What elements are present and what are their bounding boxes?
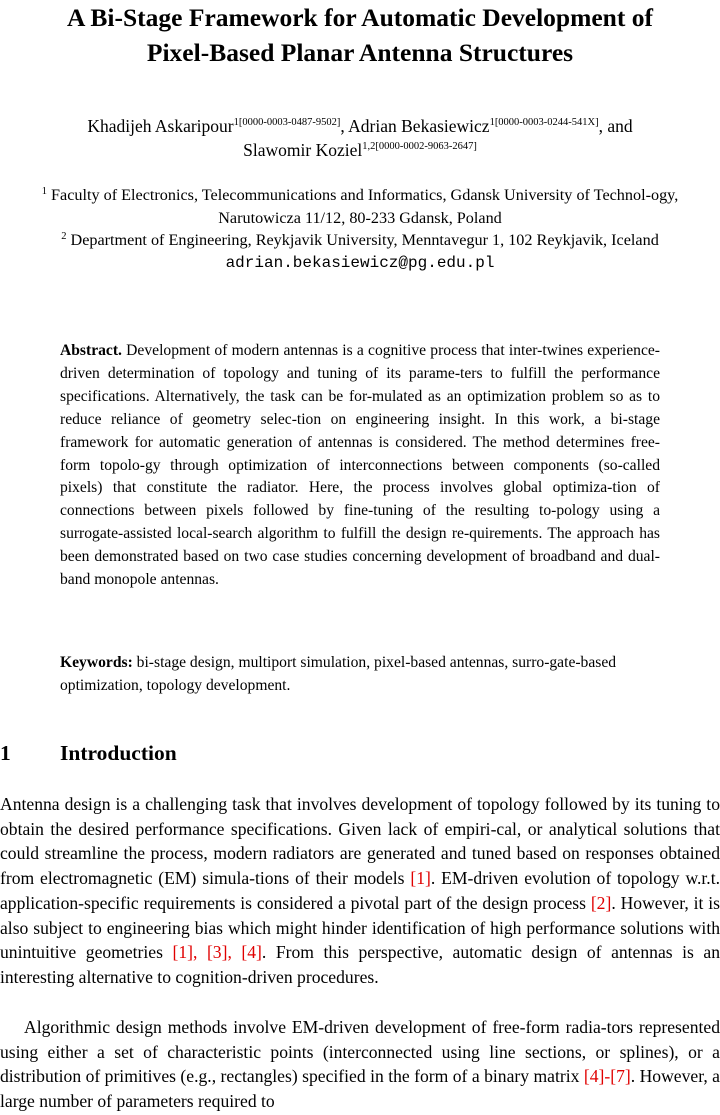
section-title: Introduction xyxy=(60,741,177,765)
intro-paragraph-1 xyxy=(0,792,720,990)
keywords-text: bi-stage design, multiport simulation, pixel-based antennas, surro-gate-based optimization, topology development. xyxy=(60,654,617,694)
section-heading xyxy=(0,738,720,768)
affiliation-text: Faculty of Electronics, Telecommunications and Informatics, Gdansk University of Technol-ogy, Narutowicza 11/12, 80-233 Gdansk, Poland xyxy=(51,186,679,227)
paper-title xyxy=(0,0,720,70)
author-separator: , xyxy=(340,116,349,136)
affiliation-text: Department of Engineering, Reykjavik University, Menntavegur 1, 102 Reykjavik, Iceland xyxy=(70,231,659,249)
paragraph-text: Antenna design is a challenging task that involves development of topology followed by its tuning to obtain the desired performance specifications. Given lack of empiri-cal, or analytical solutions that could streamline the process, modern radiators are generated and tuned based on responses obtained from electromagnetic (EM) simula-tions of their models xyxy=(0,794,720,889)
citation-link[interactable]: [1] xyxy=(410,868,431,889)
paragraph-text: Algorithmic design methods involve EM-driven development of free-form radia-tors represented using either a set of characteristic points (interconnected using line sections, or splines), or a distribution of primitives (e.g., rectangles) specified in the form of a binary matrix xyxy=(0,1017,720,1087)
author-name: Adrian Bekasiewicz xyxy=(348,116,490,136)
paragraph-text: . However, it is also subject to engineering bias which might hinder identification of high performance solutions with unintuitive geometries xyxy=(0,892,720,963)
title-line-1: A Bi-Stage Framework for Automatic Development of xyxy=(67,3,653,32)
citation-link[interactable]: [1], [3], [4] xyxy=(172,942,262,963)
citation-link[interactable]: [4]-[7] xyxy=(583,1066,631,1087)
intro-paragraph-2 xyxy=(0,1015,720,1114)
affiliation-marker: 2 xyxy=(61,231,67,242)
affiliations xyxy=(0,184,720,274)
keywords xyxy=(60,652,650,698)
title-line-2: Pixel-Based Planar Antenna Structures xyxy=(146,38,574,67)
paragraph-text: . EM-driven evolution of topology w.r.t. application-specific requirements is considered a pivotal part of the design process xyxy=(0,868,720,913)
author-name: Slawomir Koziel xyxy=(243,140,363,160)
paragraph-text: . From this perspective, automatic design of antennas is an interesting alternative to cognition-driven procedures. xyxy=(0,942,720,987)
author-separator: , and xyxy=(598,116,633,136)
author-name: Khadijeh Askaripour xyxy=(87,116,234,136)
author-orcid: 1,2[0000-0002-9063-2647] xyxy=(362,141,477,152)
author-list xyxy=(0,114,720,162)
paragraph-text: . However, a large number of parameters required to xyxy=(0,1066,720,1112)
section-number: 1 xyxy=(0,741,11,765)
affiliation-1 xyxy=(0,184,720,229)
abstract-text: Development of modern antennas is a cognitive process that inter-twines experience-driven determination of topology and tuning of its parame-ters to fulfill the performance specifications. Alternatively, the task can be for-mulated as an optimization problem so as to reduce reliance of geometry selec-tion on engineering insight. In this work, a bi-stage framework for automatic generation of antennas is considered. The method determines free-form topolo-gy through optimization of interconnections between components (so-called pixels) that constitute the radiator. Here, the process involves global optimiza-tion of connections between pixels followed by fine-tuning of the resulting to-pology using a surrogate-assisted local-search algorithm to fulfill the design re-quirements. The approach has been demonstrated based on two case studies concerning development of broadband and dual-band monopole antennas. xyxy=(60,342,660,589)
affiliation-marker: 1 xyxy=(41,186,47,197)
corresponding-email[interactable]: adrian.bekasiewicz@pg.edu.pl xyxy=(225,253,495,272)
author-orcid: 1[0000-0003-0487-9502] xyxy=(233,117,341,128)
affiliation-2 xyxy=(0,229,720,252)
author-orcid: 1[0000-0003-0244-541X] xyxy=(489,117,599,128)
abstract-label: Abstract. xyxy=(60,342,122,359)
citation-link[interactable]: [2] xyxy=(590,892,612,913)
keywords-label: Keywords: xyxy=(60,654,133,671)
abstract xyxy=(60,340,660,592)
